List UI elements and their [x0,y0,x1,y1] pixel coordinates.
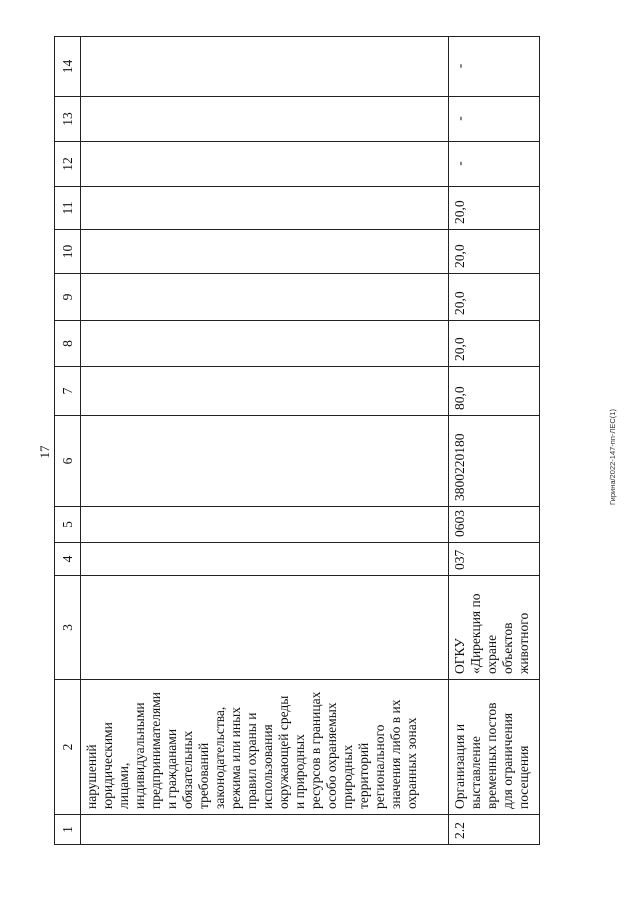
row1-col11-cell [81,187,449,230]
row2-col9-cell: 20,0 [449,274,540,321]
header-col-8: 8 [55,321,81,367]
header-col-9: 9 [55,274,81,321]
header-col-1: 1 [55,815,81,845]
row2-col11-cell: 20,0 [449,187,540,230]
row2-section-cell: 0603 [449,507,540,543]
row2-target-article-cell: 3800220180 [449,416,540,507]
row1-number-cell [81,815,449,845]
row2-col10-cell: 20,0 [449,230,540,274]
header-col-5: 5 [55,507,81,543]
header-col-7: 7 [55,367,81,416]
row1-col12-cell [81,142,449,187]
table-row-continuation [81,37,449,845]
row2-grbs-cell: 037 [449,543,540,576]
header-col-10: 10 [55,230,81,274]
row2-description-cell: Организация и выставление временных постов для ограничения посещения [449,680,540,815]
table-row-2-2 [449,37,540,845]
row1-col10-cell [81,230,449,274]
header-col-12: 12 [55,142,81,187]
row2-total-cell: 80,0 [449,367,540,416]
header-col-2: 2 [55,680,81,815]
row1-col8-cell [81,321,449,367]
budget-table-container [54,37,540,845]
row1-section-cell [81,507,449,543]
row2-executor-cell: ОГКУ «Дирекция по охране объектов животного [449,576,540,680]
row1-target-article-cell [81,416,449,507]
page-number: 17 [37,445,52,459]
header-col-4: 4 [55,543,81,576]
row1-total-cell [81,367,449,416]
row1-col9-cell [81,274,449,321]
row2-col13-cell: - [449,97,540,142]
header-col-6: 6 [55,416,81,507]
row2-number-cell: 2.2 [449,815,540,845]
header-col-3: 3 [55,576,81,680]
row2-col12-cell: - [449,142,540,187]
row1-description-cell: нарушений юридическими лицами, индивидуальными предпринимателями и гражданами обязательных требований законодательства, режима или иных правил охраны и использования окружающей среды и природных ресурсов в границах особо охраняемых природных территорий регионального значения либо в их охранных зонах [81,680,449,815]
row2-col14-cell: - [449,37,540,97]
budget-table [54,36,540,845]
row1-executor-cell [81,576,449,680]
header-col-14: 14 [55,37,81,97]
document-stamp: Гирина/2022-147-пп-ЛЕС(1) [608,409,617,505]
row1-col13-cell [81,97,449,142]
row1-grbs-cell [81,543,449,576]
header-col-13: 13 [55,97,81,142]
header-row [55,37,81,845]
header-col-11: 11 [55,187,81,230]
row2-col8-cell: 20,0 [449,321,540,367]
row1-col14-cell [81,37,449,97]
